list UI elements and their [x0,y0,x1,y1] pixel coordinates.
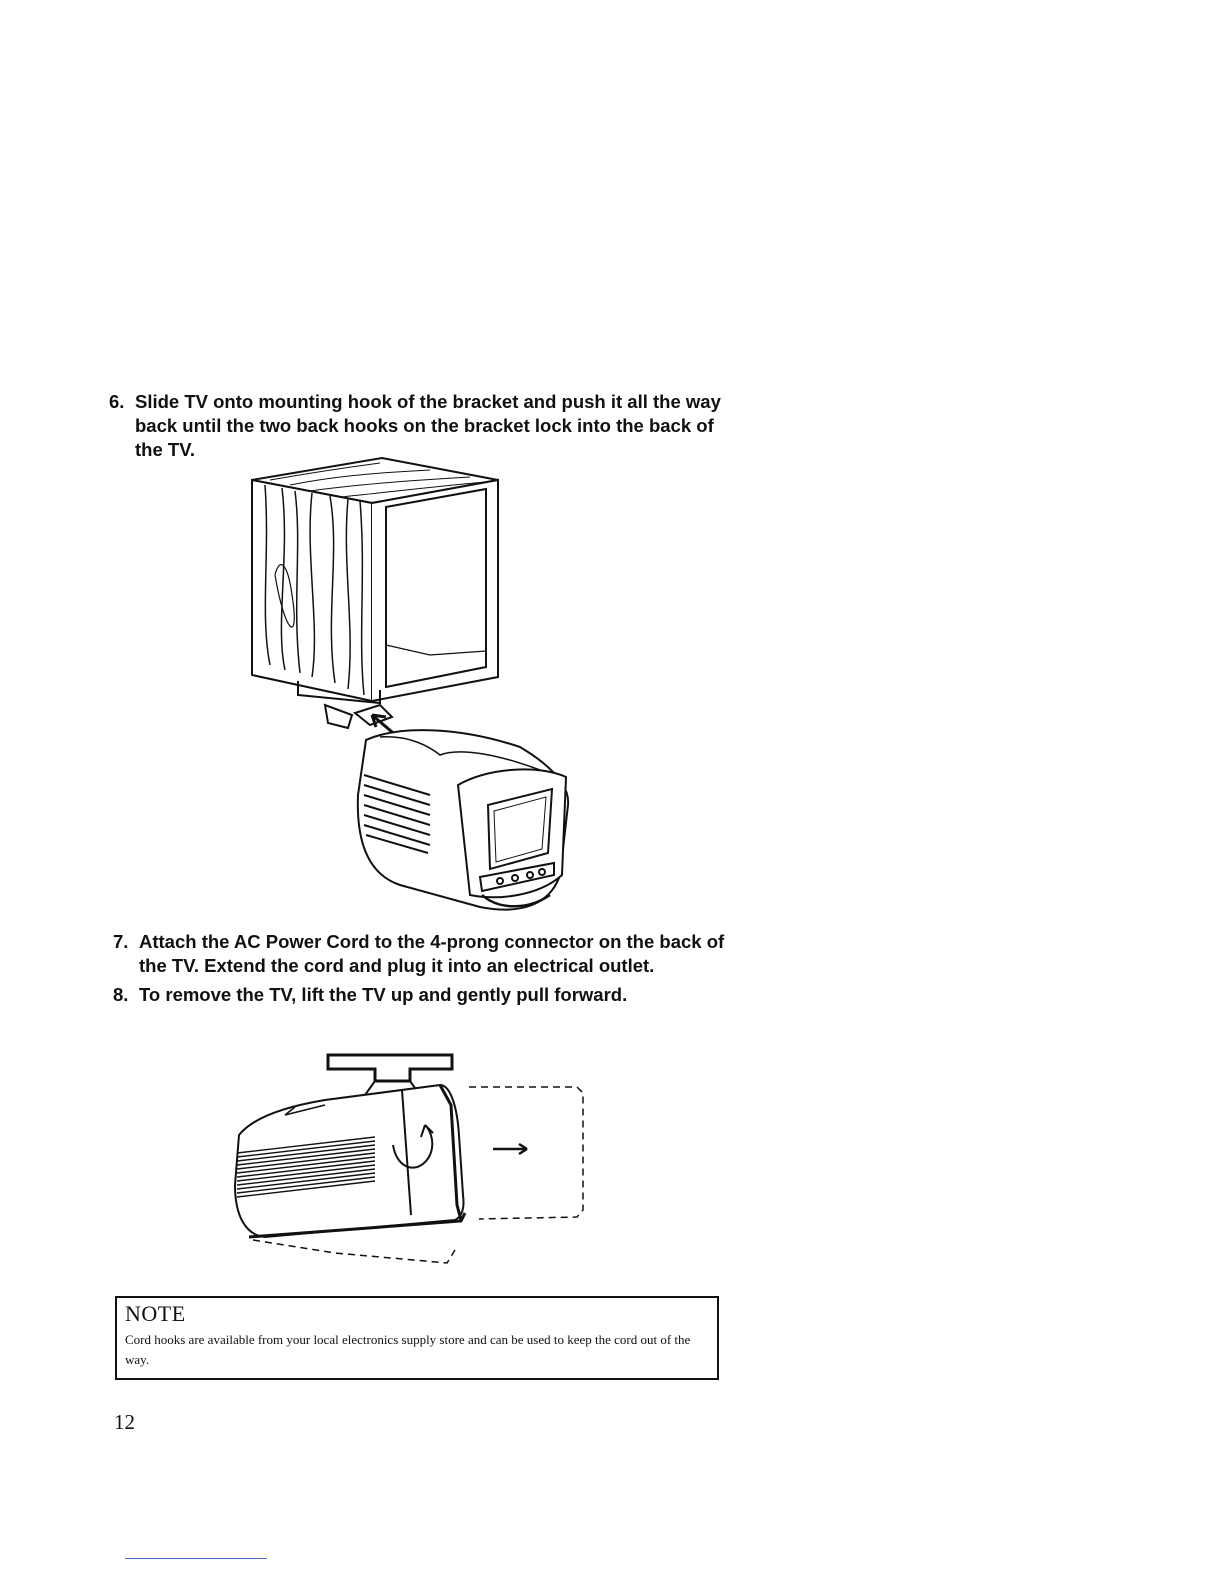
note-text: Cord hooks are available from your local electronics supply store and can be used to keep the cord out of the way. [125,1332,691,1367]
step-number: 6. [109,391,125,412]
step-number: 8. [113,984,129,1005]
step-7 [113,930,733,978]
step-text: To remove the TV, lift the TV up and gently pull forward. [139,984,628,1005]
note-box [115,1296,719,1380]
page-number: 12 [114,1410,135,1434]
step-text: Slide TV onto mounting hook of the bracket and push it all the way back until the two back hooks on the bracket lock into the back of the TV. [135,391,721,460]
step-text: Attach the AC Power Cord to the 4-prong connector on the back of the TV. Extend the cord and plug it into an electrical outlet. [139,931,725,976]
tv-mounting-illustration [230,455,590,920]
footer-rule [125,1558,267,1559]
step-number: 7. [113,931,129,952]
tv-removal-illustration [225,1045,600,1275]
note-title: NOTE [125,1301,186,1326]
step-8 [113,983,733,1007]
step-6 [109,390,729,462]
